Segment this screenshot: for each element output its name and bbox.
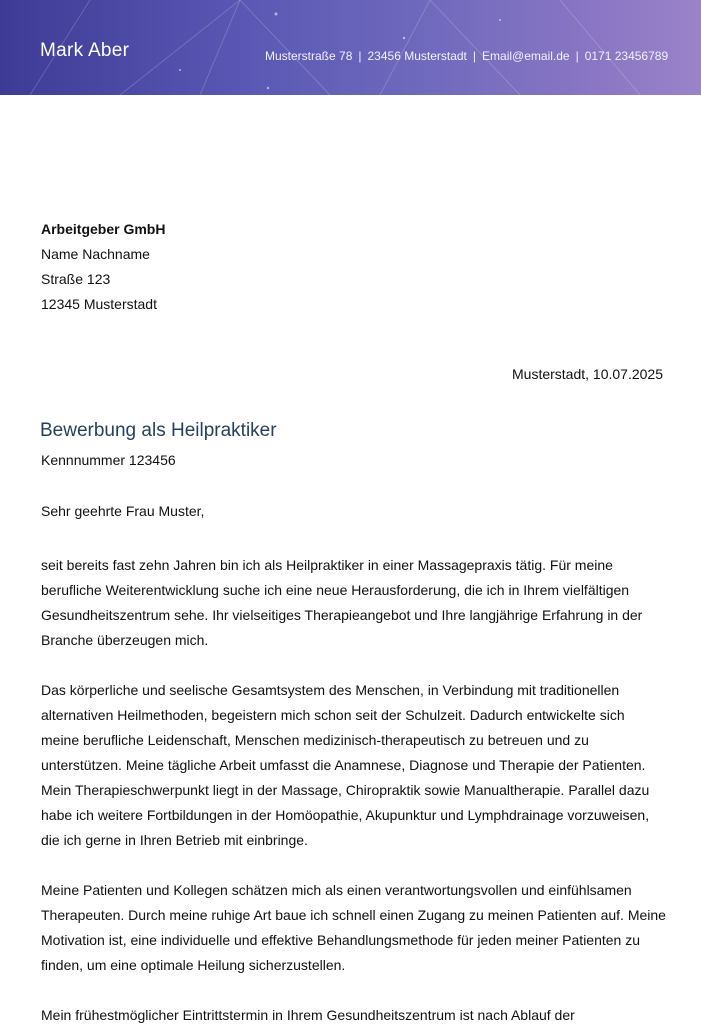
- sender-name: Mark Aber: [40, 40, 130, 61]
- letter-date: Musterstadt, 10.07.2025: [512, 366, 663, 382]
- sender-contact-line: [265, 49, 668, 63]
- reference-number: Kennnummer 123456: [41, 452, 176, 468]
- sender-city: 23456 Musterstadt: [367, 49, 467, 63]
- separator: |: [472, 49, 477, 63]
- sender-address: Musterstraße 78: [265, 49, 353, 63]
- recipient-city: 12345 Musterstadt: [41, 296, 157, 312]
- body-paragraph: Mein frühestmöglicher Eintrittstermin in Ihrem Gesundheitszentrum ist nach Ablauf der: [41, 1007, 575, 1023]
- separator: |: [575, 49, 579, 63]
- recipient-company: Arbeitgeber GmbH: [41, 221, 166, 237]
- letterhead-banner: [0, 0, 701, 95]
- body-paragraph: seit bereits fast zehn Jahren bin ich als Heilpraktiker in einer Massagepraxis tätig. Für meine berufliche Weiterentwicklung suche ich eine neue Herausforderung, die ich in Ihrem vielfältigen Gesundheitszentrum sehe. Ihr vielseitiges Therapieangebot und Ihre langjährige Erfahrung in der Branche überzeugen mich.: [41, 557, 643, 648]
- recipient-contact: Name Nachname: [41, 246, 150, 262]
- body-paragraph: Meine Patienten und Kollegen schätzen mich als einen verantwortungsvollen und einfühlsamen Therapeuten. Durch meine ruhige Art baue ich schnell einen Zugang zu meinen Patienten auf. Meine Motivation ist, eine individuelle und effektive Behandlungsmethode für jeden meiner Patienten zu finden, um eine optimale Heilung sicherzustellen.: [41, 882, 666, 973]
- sender-email: Email@email.de: [482, 49, 570, 63]
- letter-body: [41, 553, 666, 1024]
- body-paragraph: Das körperliche und seelische Gesamtsystem des Menschen, in Verbindung mit traditionellen alternativen Heilmethoden, begeistern mich schon seit der Schulzeit. Dadurch entwickelte sich meine berufliche Leidenschaft, Menschen medizinisch-therapeutisch zu betreuen und zu unterstützen. Meine tägliche Arbeit umfasst die Anamnese, Diagnose und Therapie der Patienten. Mein Therapieschwerpunkt liegt in der Massage, Chiropraktik sowie Manualtherapie. Parallel dazu habe ich weitere Fortbildungen in der Homöopathie, Akupunktur und Lymphdrainage vorzuweisen, die ich gerne in Ihren Betrieb mit einbringe.: [41, 682, 650, 848]
- recipient-street: Straße 123: [41, 271, 111, 287]
- separator: |: [358, 49, 362, 63]
- letter-subject: Bewerbung als Heilpraktiker: [40, 420, 277, 441]
- salutation: Sehr geehrte Frau Muster,: [41, 503, 205, 519]
- recipient-address-block: [41, 217, 165, 317]
- sender-phone: 0171 23456789: [584, 49, 669, 63]
